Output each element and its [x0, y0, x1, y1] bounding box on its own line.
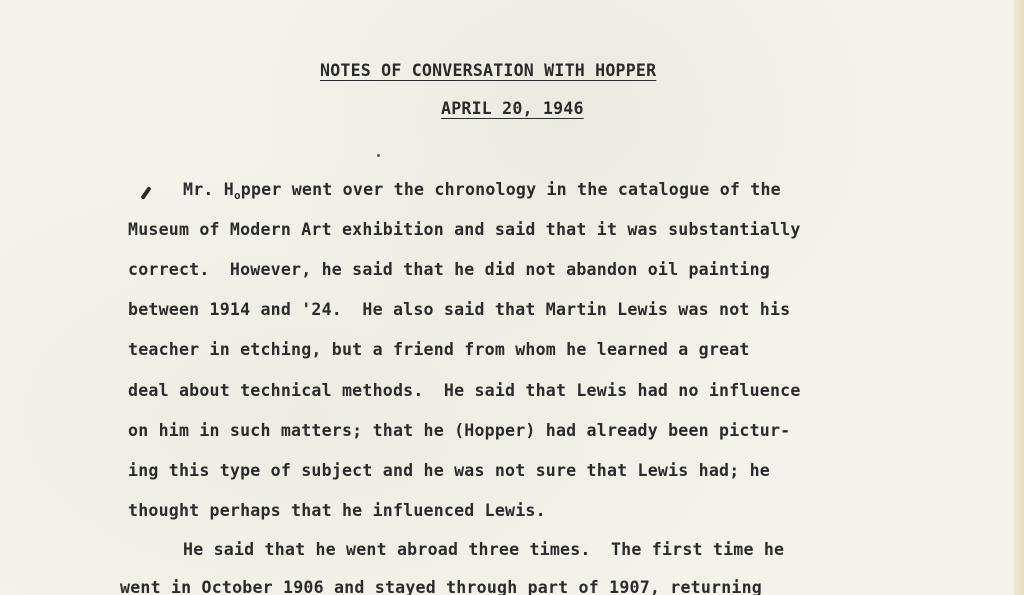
document-title: NOTES OF CONVERSATION WITH HOPPER	[320, 61, 657, 80]
paragraph-1-line-7: on him in such matters; that he (Hopper) had already been pictur-	[128, 421, 791, 440]
paragraph-1-line-3: correct. However, he said that he did not abandon oil painting	[128, 260, 770, 279]
paragraph-1-line-5: teacher in etching, but a friend from whom he learned a great	[128, 340, 750, 359]
first-line-subscript: o	[233, 189, 241, 202]
paragraph-1-line-9: thought perhaps that he influenced Lewis.	[128, 501, 546, 520]
document-date: APRIL 20, 1946	[441, 99, 584, 118]
paragraph-1-line-8: ing this type of subject and he was not sure that Lewis had; he	[128, 461, 770, 480]
page-edge	[1014, 0, 1024, 595]
first-line-start: Mr. H	[183, 180, 234, 199]
paragraph-2-line-1: He said that he went abroad three times. The first time he	[183, 540, 785, 559]
ink-speck	[377, 154, 380, 157]
paragraph-1-line-2: Museum of Modern Art exhibition and said that it was substantially	[128, 220, 801, 239]
paragraph-mark	[140, 186, 151, 200]
paragraph-2-line-2: went in October 1906 and stayed through part of 1907, returning	[120, 578, 762, 595]
paragraph-1-line-6: deal about technical methods. He said that Lewis had no influence	[128, 381, 801, 400]
first-line-end: pper went over the chronology in the catalogue of the	[240, 180, 781, 199]
paragraph-1-line-1	[183, 180, 781, 202]
paragraph-1-line-4: between 1914 and '24. He also said that Martin Lewis was not his	[128, 300, 791, 319]
